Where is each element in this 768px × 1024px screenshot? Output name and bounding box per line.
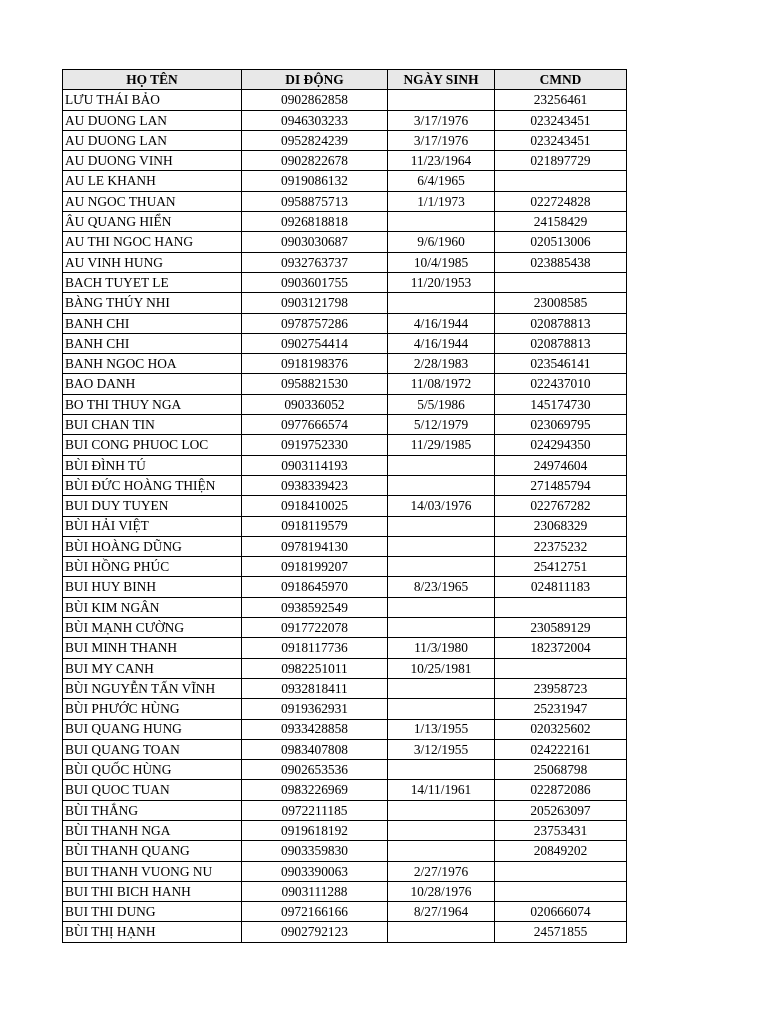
mobile-cell: 0926818818	[242, 212, 388, 232]
mobile-cell: 0903601755	[242, 272, 388, 292]
mobile-cell: 0952824239	[242, 130, 388, 150]
id-number-cell: 24974604	[495, 455, 627, 475]
name-cell: BÙI HẢI VIỆT	[63, 516, 242, 536]
table-row	[63, 496, 627, 516]
table-row	[63, 415, 627, 435]
id-number-cell: 023546141	[495, 354, 627, 374]
birthdate-cell	[388, 760, 495, 780]
mobile-cell: 0933428858	[242, 719, 388, 739]
id-number-cell: 022767282	[495, 496, 627, 516]
name-cell: AU THI NGOC HANG	[63, 232, 242, 252]
mobile-cell: 0938339423	[242, 475, 388, 495]
birthdate-cell: 11/08/1972	[388, 374, 495, 394]
name-cell: BÙI ĐÌNH TÚ	[63, 455, 242, 475]
mobile-cell: 0918117736	[242, 638, 388, 658]
name-cell: BÙI MẠNH CƯỜNG	[63, 618, 242, 638]
birthdate-cell: 2/28/1983	[388, 354, 495, 374]
name-cell: BANH NGOC HOA	[63, 354, 242, 374]
header-mobile: DI ĐỘNG	[242, 70, 388, 90]
birthdate-cell	[388, 90, 495, 110]
table-row	[63, 475, 627, 495]
id-number-cell: 020878813	[495, 333, 627, 353]
birthdate-cell	[388, 699, 495, 719]
birthdate-cell: 5/12/1979	[388, 415, 495, 435]
table-row	[63, 374, 627, 394]
id-number-cell: 23753431	[495, 820, 627, 840]
birthdate-cell	[388, 922, 495, 942]
id-number-cell: 021897729	[495, 151, 627, 171]
birthdate-cell: 10/25/1981	[388, 658, 495, 678]
table-row	[63, 861, 627, 881]
name-cell: BÙI THỊ HẠNH	[63, 922, 242, 942]
header-row	[63, 70, 627, 90]
table-row	[63, 333, 627, 353]
table-row	[63, 922, 627, 942]
birthdate-cell: 1/13/1955	[388, 719, 495, 739]
id-number-cell: 230589129	[495, 618, 627, 638]
birthdate-cell	[388, 516, 495, 536]
table-row	[63, 719, 627, 739]
table-row	[63, 516, 627, 536]
birthdate-cell: 6/4/1965	[388, 171, 495, 191]
name-cell: BÙI HỒNG PHÚC	[63, 557, 242, 577]
mobile-cell: 0903390063	[242, 861, 388, 881]
table-row	[63, 577, 627, 597]
mobile-cell: 0918645970	[242, 577, 388, 597]
name-cell: BÙI THANH NGA	[63, 820, 242, 840]
id-number-cell: 020325602	[495, 719, 627, 739]
table-row	[63, 455, 627, 475]
name-cell: BUI MY CANH	[63, 658, 242, 678]
name-cell: BUI QUOC TUAN	[63, 780, 242, 800]
table-row	[63, 130, 627, 150]
id-number-cell: 022724828	[495, 191, 627, 211]
name-cell: BUI DUY TUYEN	[63, 496, 242, 516]
table-row	[63, 191, 627, 211]
table-row	[63, 252, 627, 272]
table-row	[63, 800, 627, 820]
id-number-cell: 023069795	[495, 415, 627, 435]
birthdate-cell	[388, 618, 495, 638]
table-row	[63, 841, 627, 861]
name-cell: BUI THI DUNG	[63, 902, 242, 922]
table-row	[63, 902, 627, 922]
header-birthdate: NGÀY SINH	[388, 70, 495, 90]
birthdate-cell	[388, 800, 495, 820]
name-cell: ÂU QUANG HIỂN	[63, 212, 242, 232]
name-cell: BÙI ĐỨC HOÀNG THIỆN	[63, 475, 242, 495]
birthdate-cell	[388, 212, 495, 232]
id-number-cell: 022437010	[495, 374, 627, 394]
birthdate-cell: 8/27/1964	[388, 902, 495, 922]
id-number-cell: 145174730	[495, 394, 627, 414]
id-number-cell: 020666074	[495, 902, 627, 922]
birthdate-cell: 11/23/1964	[388, 151, 495, 171]
table-row	[63, 557, 627, 577]
name-cell: AU NGOC THUAN	[63, 191, 242, 211]
name-cell: AU DUONG LAN	[63, 110, 242, 130]
table-row	[63, 760, 627, 780]
birthdate-cell: 4/16/1944	[388, 333, 495, 353]
table-row	[63, 394, 627, 414]
header-id-number: CMND	[495, 70, 627, 90]
birthdate-cell: 8/23/1965	[388, 577, 495, 597]
mobile-cell: 0972211185	[242, 800, 388, 820]
name-cell: AU DUONG LAN	[63, 130, 242, 150]
id-number-cell: 23008585	[495, 293, 627, 313]
mobile-cell: 0918119579	[242, 516, 388, 536]
id-number-cell: 023243451	[495, 130, 627, 150]
mobile-cell: 0977666574	[242, 415, 388, 435]
name-cell: BÙI NGUYỄN TẤN VĨNH	[63, 678, 242, 698]
mobile-cell: 0903114193	[242, 455, 388, 475]
id-number-cell: 271485794	[495, 475, 627, 495]
birthdate-cell: 14/03/1976	[388, 496, 495, 516]
mobile-cell: 0972166166	[242, 902, 388, 922]
contacts-table	[62, 69, 627, 943]
mobile-cell: 0918199207	[242, 557, 388, 577]
mobile-cell: 0903030687	[242, 232, 388, 252]
table-row	[63, 780, 627, 800]
id-number-cell: 020878813	[495, 313, 627, 333]
name-cell: BÙI KIM NGÂN	[63, 597, 242, 617]
id-number-cell: 25231947	[495, 699, 627, 719]
birthdate-cell	[388, 678, 495, 698]
name-cell: BUI CHAN TIN	[63, 415, 242, 435]
table-row	[63, 678, 627, 698]
birthdate-cell: 3/17/1976	[388, 130, 495, 150]
mobile-cell: 0932763737	[242, 252, 388, 272]
id-number-cell: 182372004	[495, 638, 627, 658]
table-row	[63, 739, 627, 759]
id-number-cell	[495, 272, 627, 292]
mobile-cell: 0918198376	[242, 354, 388, 374]
mobile-cell: 0902862858	[242, 90, 388, 110]
mobile-cell: 0903121798	[242, 293, 388, 313]
birthdate-cell	[388, 557, 495, 577]
birthdate-cell: 10/28/1976	[388, 881, 495, 901]
birthdate-cell: 11/29/1985	[388, 435, 495, 455]
mobile-cell: 0978194130	[242, 536, 388, 556]
birthdate-cell	[388, 293, 495, 313]
id-number-cell: 023243451	[495, 110, 627, 130]
table-row	[63, 699, 627, 719]
birthdate-cell: 10/4/1985	[388, 252, 495, 272]
name-cell: BUI THI BICH HANH	[63, 881, 242, 901]
birthdate-cell	[388, 841, 495, 861]
table-row	[63, 171, 627, 191]
name-cell: BUI HUY BINH	[63, 577, 242, 597]
id-number-cell: 25412751	[495, 557, 627, 577]
name-cell: BÀNG THÚY NHI	[63, 293, 242, 313]
mobile-cell: 0903359830	[242, 841, 388, 861]
table-row	[63, 638, 627, 658]
birthdate-cell: 4/16/1944	[388, 313, 495, 333]
id-number-cell: 024811183	[495, 577, 627, 597]
id-number-cell: 022872086	[495, 780, 627, 800]
name-cell: BÙI THANH QUANG	[63, 841, 242, 861]
id-number-cell: 20849202	[495, 841, 627, 861]
table-row	[63, 151, 627, 171]
id-number-cell: 024222161	[495, 739, 627, 759]
birthdate-cell	[388, 455, 495, 475]
table-row	[63, 232, 627, 252]
name-cell: BUI MINH THANH	[63, 638, 242, 658]
birthdate-cell	[388, 475, 495, 495]
name-cell: BÙI HOÀNG DŨNG	[63, 536, 242, 556]
id-number-cell: 23256461	[495, 90, 627, 110]
mobile-cell: 0902653536	[242, 760, 388, 780]
mobile-cell: 0983226969	[242, 780, 388, 800]
mobile-cell: 0903111288	[242, 881, 388, 901]
name-cell: AU LE KHANH	[63, 171, 242, 191]
mobile-cell: 0958875713	[242, 191, 388, 211]
id-number-cell: 205263097	[495, 800, 627, 820]
id-number-cell	[495, 171, 627, 191]
name-cell: LƯU THÁI BẢO	[63, 90, 242, 110]
id-number-cell: 24158429	[495, 212, 627, 232]
mobile-cell: 0917722078	[242, 618, 388, 638]
id-number-cell	[495, 658, 627, 678]
name-cell: BUI QUANG TOAN	[63, 739, 242, 759]
name-cell: BACH TUYET LE	[63, 272, 242, 292]
table-body	[63, 90, 627, 942]
name-cell: BAO DANH	[63, 374, 242, 394]
table-row	[63, 313, 627, 333]
birthdate-cell: 3/17/1976	[388, 110, 495, 130]
name-cell: BO THI THUY NGA	[63, 394, 242, 414]
id-number-cell: 024294350	[495, 435, 627, 455]
table-row	[63, 536, 627, 556]
table-row	[63, 820, 627, 840]
table-row	[63, 212, 627, 232]
name-cell: BUI QUANG HUNG	[63, 719, 242, 739]
mobile-cell: 0946303233	[242, 110, 388, 130]
table-row	[63, 354, 627, 374]
mobile-cell: 0919618192	[242, 820, 388, 840]
table-row	[63, 90, 627, 110]
table-row	[63, 597, 627, 617]
table-row	[63, 658, 627, 678]
mobile-cell: 0938592549	[242, 597, 388, 617]
id-number-cell: 25068798	[495, 760, 627, 780]
table-row	[63, 110, 627, 130]
table-row	[63, 435, 627, 455]
mobile-cell: 0932818411	[242, 678, 388, 698]
id-number-cell	[495, 881, 627, 901]
mobile-cell: 090336052	[242, 394, 388, 414]
name-cell: BÙI THẮNG	[63, 800, 242, 820]
birthdate-cell: 3/12/1955	[388, 739, 495, 759]
birthdate-cell: 5/5/1986	[388, 394, 495, 414]
birthdate-cell: 14/11/1961	[388, 780, 495, 800]
mobile-cell: 0982251011	[242, 658, 388, 678]
mobile-cell: 0902792123	[242, 922, 388, 942]
birthdate-cell	[388, 820, 495, 840]
mobile-cell: 0919752330	[242, 435, 388, 455]
mobile-cell: 0902754414	[242, 333, 388, 353]
name-cell: AU DUONG VINH	[63, 151, 242, 171]
id-number-cell: 020513006	[495, 232, 627, 252]
birthdate-cell: 11/3/1980	[388, 638, 495, 658]
name-cell: BÙI PHƯỚC HÙNG	[63, 699, 242, 719]
mobile-cell: 0978757286	[242, 313, 388, 333]
birthdate-cell: 2/27/1976	[388, 861, 495, 881]
id-number-cell: 24571855	[495, 922, 627, 942]
id-number-cell	[495, 861, 627, 881]
mobile-cell: 0902822678	[242, 151, 388, 171]
mobile-cell: 0983407808	[242, 739, 388, 759]
header-name: HỌ TÊN	[63, 70, 242, 90]
birthdate-cell	[388, 536, 495, 556]
id-number-cell: 22375232	[495, 536, 627, 556]
id-number-cell: 023885438	[495, 252, 627, 272]
mobile-cell: 0918410025	[242, 496, 388, 516]
birthdate-cell: 11/20/1953	[388, 272, 495, 292]
birthdate-cell: 1/1/1973	[388, 191, 495, 211]
name-cell: BANH CHI	[63, 333, 242, 353]
id-number-cell: 23958723	[495, 678, 627, 698]
birthdate-cell: 9/6/1960	[388, 232, 495, 252]
name-cell: BUI THANH VUONG NU	[63, 861, 242, 881]
name-cell: BUI CONG PHUOC LOC	[63, 435, 242, 455]
mobile-cell: 0919362931	[242, 699, 388, 719]
table-row	[63, 272, 627, 292]
table-row	[63, 881, 627, 901]
table-row	[63, 293, 627, 313]
id-number-cell: 23068329	[495, 516, 627, 536]
table-row	[63, 618, 627, 638]
name-cell: BANH CHI	[63, 313, 242, 333]
id-number-cell	[495, 597, 627, 617]
mobile-cell: 0919086132	[242, 171, 388, 191]
name-cell: AU VINH HUNG	[63, 252, 242, 272]
birthdate-cell	[388, 597, 495, 617]
mobile-cell: 0958821530	[242, 374, 388, 394]
name-cell: BÙI QUỐC HÙNG	[63, 760, 242, 780]
